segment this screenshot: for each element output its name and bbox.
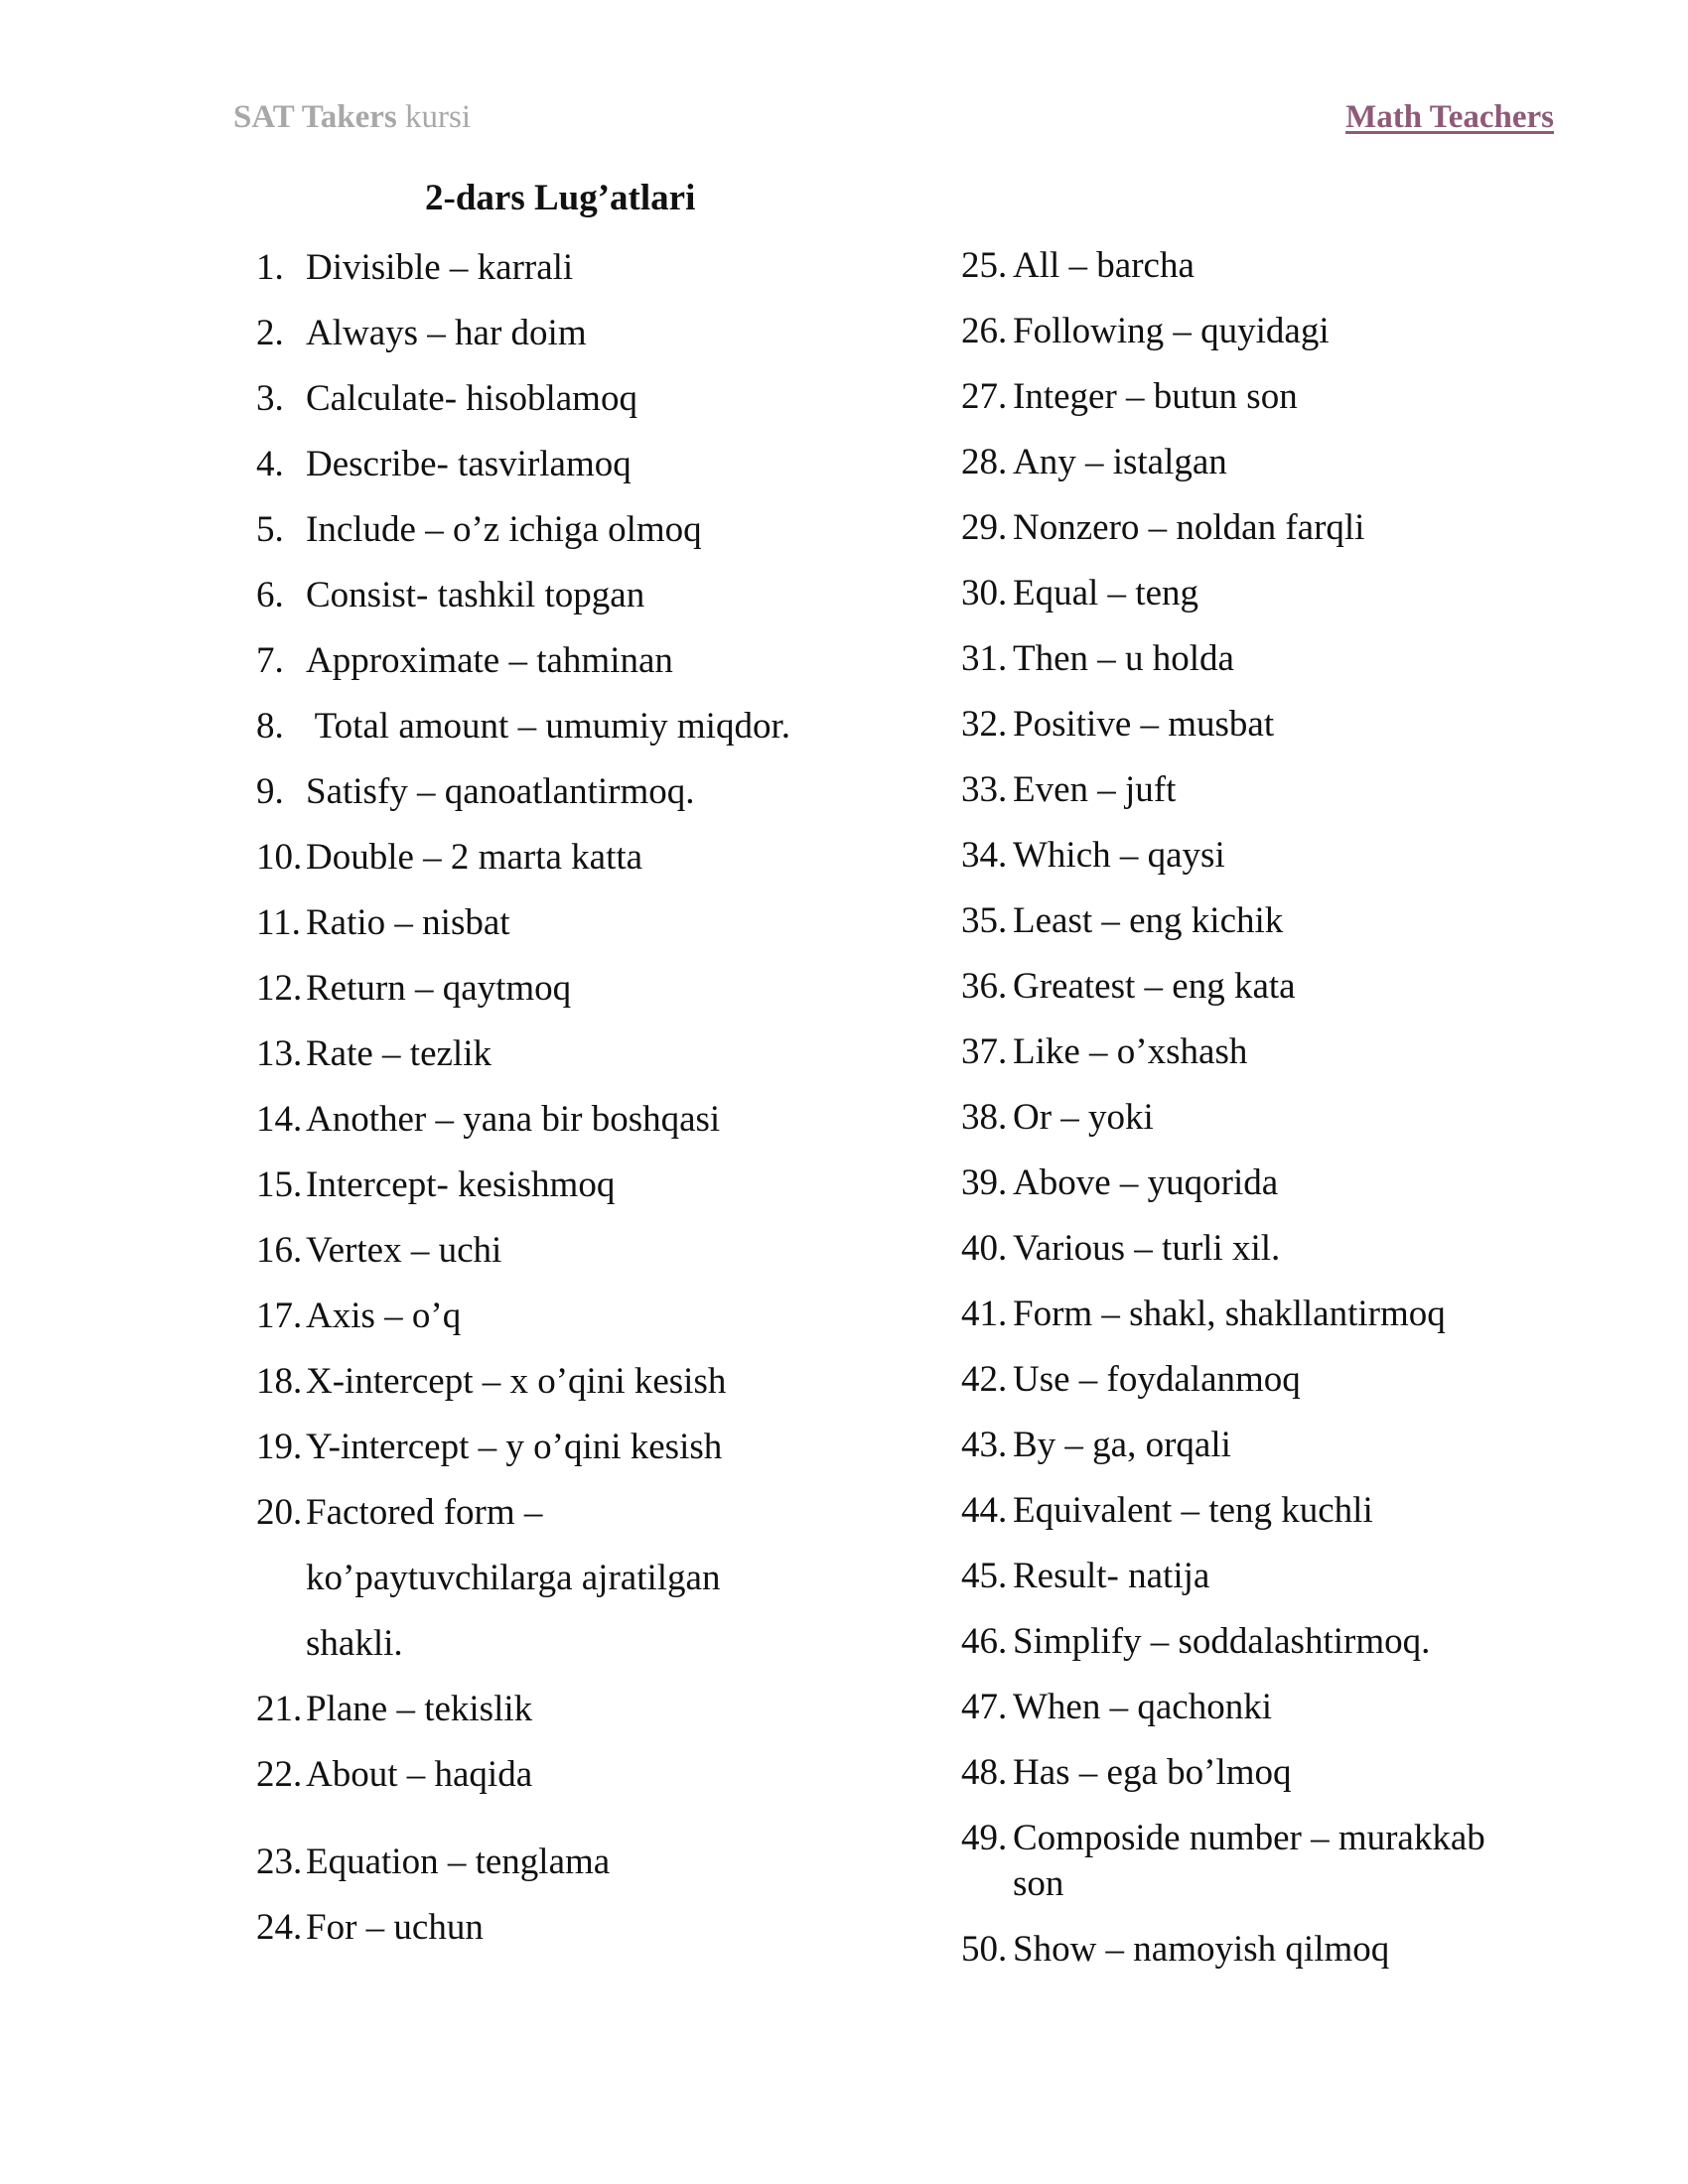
item-text: Plane – tekislik bbox=[306, 1689, 533, 1729]
item-text: By – ga, orqali bbox=[1013, 1425, 1231, 1465]
item-number: 16. bbox=[256, 1230, 303, 1271]
vocab-left-item bbox=[256, 967, 571, 1011]
vocab-left-item bbox=[256, 377, 637, 421]
item-number: 23. bbox=[256, 1842, 303, 1882]
item-text: Equivalent – teng kuchli bbox=[1013, 1490, 1373, 1531]
vocab-right-item bbox=[961, 1358, 1301, 1402]
vocab-left-item bbox=[256, 312, 587, 355]
item-text: All – barcha bbox=[1013, 245, 1195, 286]
vocab-left-item bbox=[256, 574, 644, 617]
vocab-left-item bbox=[256, 1163, 615, 1207]
item-text: Describe- tasvirlamoq bbox=[306, 444, 632, 484]
item-number: 9. bbox=[256, 771, 284, 812]
item-number: 30. bbox=[961, 573, 1008, 614]
vocab-left-item bbox=[306, 1557, 720, 1600]
vocab-left-item bbox=[256, 1229, 501, 1273]
item-number: 25. bbox=[961, 245, 1008, 286]
item-number: 46. bbox=[961, 1621, 1008, 1662]
item-number: 50. bbox=[961, 1929, 1008, 1970]
vocab-left-item bbox=[256, 836, 642, 880]
item-text: Always – har doim bbox=[306, 313, 587, 353]
item-number: 26. bbox=[961, 311, 1008, 351]
page-title: 2-dars Lug’atlari bbox=[425, 178, 696, 218]
vocab-left-item bbox=[256, 1688, 532, 1731]
item-number: 28. bbox=[961, 442, 1008, 482]
item-text: Or – yoki bbox=[1013, 1097, 1154, 1138]
item-text: Factored form – bbox=[306, 1492, 543, 1533]
vocab-left-item bbox=[256, 1098, 720, 1142]
item-text: Even – juft bbox=[1013, 769, 1177, 810]
item-number: 20. bbox=[256, 1492, 303, 1533]
vocab-right-item bbox=[961, 441, 1227, 484]
vocab-right-item bbox=[961, 637, 1234, 681]
math-teachers-link[interactable]: Math Teachers bbox=[1345, 99, 1554, 135]
vocab-right-item bbox=[961, 572, 1198, 615]
item-text: Following – quyidagi bbox=[1013, 311, 1330, 351]
vocab-left-item bbox=[256, 901, 510, 945]
item-number: 33. bbox=[961, 769, 1008, 810]
vocab-right-item bbox=[961, 310, 1330, 353]
vocab-right-item bbox=[961, 1096, 1154, 1140]
vocab-right-item bbox=[961, 506, 1364, 550]
item-number: 34. bbox=[961, 835, 1008, 876]
vocab-right-item bbox=[961, 768, 1176, 812]
item-number: 10. bbox=[256, 837, 303, 878]
vocab-right-item bbox=[961, 1751, 1292, 1795]
item-text: Approximate – tahminan bbox=[306, 640, 673, 681]
vocab-left-item bbox=[256, 1295, 461, 1338]
item-text: Equal – teng bbox=[1013, 573, 1199, 614]
item-number: 37. bbox=[961, 1031, 1008, 1072]
item-number: 18. bbox=[256, 1361, 303, 1402]
item-text: shakli. bbox=[306, 1623, 403, 1664]
item-text: Result- natija bbox=[1013, 1556, 1210, 1596]
item-number: 24. bbox=[256, 1907, 303, 1948]
vocab-right-item bbox=[961, 375, 1298, 419]
vocab-right-item bbox=[961, 1489, 1373, 1533]
vocab-right-item bbox=[961, 965, 1296, 1009]
vocab-left-item bbox=[256, 1032, 492, 1076]
vocab-left-item bbox=[256, 443, 632, 486]
item-number: 36. bbox=[961, 966, 1008, 1007]
item-text: Satisfy – qanoatlantirmoq. bbox=[306, 771, 695, 812]
item-text: Least – eng kichik bbox=[1013, 900, 1284, 941]
item-text: son bbox=[1013, 1863, 1064, 1904]
item-text: Positive – musbat bbox=[1013, 704, 1275, 745]
item-text: Vertex – uchi bbox=[306, 1230, 502, 1271]
vocab-left-item bbox=[256, 705, 790, 749]
item-number: 15. bbox=[256, 1164, 303, 1205]
item-number: 39. bbox=[961, 1162, 1008, 1203]
vocab-left-item bbox=[256, 639, 673, 683]
item-text: Then – u holda bbox=[1013, 638, 1234, 679]
item-number: 31. bbox=[961, 638, 1008, 679]
item-number: 45. bbox=[961, 1556, 1008, 1596]
item-text: Has – ega bo’lmoq bbox=[1013, 1752, 1292, 1793]
course-header bbox=[233, 99, 471, 136]
course-suffix: kursi bbox=[405, 99, 472, 135]
item-number: 14. bbox=[256, 1099, 303, 1140]
item-number: 35. bbox=[961, 900, 1008, 941]
item-number: 12. bbox=[256, 968, 303, 1009]
item-text: Composide number – murakkab bbox=[1013, 1818, 1485, 1858]
item-number: 48. bbox=[961, 1752, 1008, 1793]
item-number: 7. bbox=[256, 640, 284, 681]
item-text: Integer – butun son bbox=[1013, 376, 1298, 417]
item-number: 8. bbox=[256, 706, 284, 747]
item-text: Total amount – umumiy miqdor. bbox=[306, 706, 790, 747]
item-text: ko’paytuvchilarga ajratilgan bbox=[306, 1558, 721, 1598]
item-number: 4. bbox=[256, 444, 284, 484]
item-text: Show – namoyish qilmoq bbox=[1013, 1929, 1390, 1970]
course-brand: SAT Takers bbox=[233, 99, 397, 135]
item-number: 47. bbox=[961, 1687, 1008, 1727]
item-number: 19. bbox=[256, 1427, 303, 1467]
item-number: 1. bbox=[256, 247, 284, 288]
item-text: Y-intercept – y o’qini kesish bbox=[306, 1427, 723, 1467]
item-text: X-intercept – x o’qini kesish bbox=[306, 1361, 727, 1402]
vocab-left-item bbox=[256, 508, 702, 552]
vocab-left-item bbox=[256, 1491, 542, 1535]
item-number: 17. bbox=[256, 1296, 303, 1336]
item-text: Rate – tezlik bbox=[306, 1033, 492, 1074]
item-text: Include – o’z ichiga olmoq bbox=[306, 509, 702, 550]
vocab-right-item bbox=[961, 1686, 1272, 1729]
vocab-left-item bbox=[256, 246, 573, 290]
item-number: 22. bbox=[256, 1754, 303, 1795]
vocab-left-item bbox=[256, 1906, 484, 1950]
item-text: Intercept- kesishmoq bbox=[306, 1164, 616, 1205]
vocab-right-item bbox=[961, 703, 1274, 747]
item-text: Simplify – soddalashtirmoq. bbox=[1013, 1621, 1431, 1662]
item-text: Double – 2 marta katta bbox=[306, 837, 643, 878]
item-text: Equation – tenglama bbox=[306, 1842, 611, 1882]
item-number: 43. bbox=[961, 1425, 1008, 1465]
item-number: 27. bbox=[961, 376, 1008, 417]
item-number: 44. bbox=[961, 1490, 1008, 1531]
vocab-right-item bbox=[961, 1424, 1231, 1467]
item-text: Which – qaysi bbox=[1013, 835, 1225, 876]
item-text: Like – o’xshash bbox=[1013, 1031, 1248, 1072]
item-text: Nonzero – noldan farqli bbox=[1013, 507, 1365, 548]
item-text: Axis – o’q bbox=[306, 1296, 462, 1336]
item-number: 41. bbox=[961, 1294, 1008, 1334]
item-text: Another – yana bir boshqasi bbox=[306, 1099, 721, 1140]
item-text: About – haqida bbox=[306, 1754, 533, 1795]
item-number: 21. bbox=[256, 1689, 303, 1729]
item-number: 5. bbox=[256, 509, 284, 550]
item-number: 6. bbox=[256, 575, 284, 615]
vocab-right-item bbox=[961, 1227, 1280, 1271]
vocab-left-item bbox=[306, 1622, 403, 1666]
item-number: 49. bbox=[961, 1818, 1008, 1858]
vocab-right-item bbox=[961, 1030, 1247, 1074]
vocab-left-item bbox=[256, 1841, 610, 1884]
item-text: Calculate- hisoblamoq bbox=[306, 378, 637, 419]
item-text: Divisible – karrali bbox=[306, 247, 574, 288]
item-number: 29. bbox=[961, 507, 1008, 548]
vocab-left-item bbox=[256, 1753, 532, 1797]
item-text: Use – foydalanmoq bbox=[1013, 1359, 1301, 1400]
item-text: Various – turli xil. bbox=[1013, 1228, 1281, 1269]
item-text: Return – qaytmoq bbox=[306, 968, 572, 1009]
item-text: Consist- tashkil topgan bbox=[306, 575, 645, 615]
vocab-right-item bbox=[1013, 1862, 1063, 1906]
item-text: Any – istalgan bbox=[1013, 442, 1227, 482]
vocab-right-item bbox=[961, 1817, 1485, 1860]
vocab-right-item bbox=[961, 244, 1195, 288]
item-number: 32. bbox=[961, 704, 1008, 745]
item-number: 3. bbox=[256, 378, 284, 419]
item-number: 2. bbox=[256, 313, 284, 353]
vocab-left-item bbox=[256, 1426, 722, 1469]
vocab-right-item bbox=[961, 1620, 1430, 1664]
item-text: When – qachonki bbox=[1013, 1687, 1272, 1727]
vocab-right-item bbox=[961, 899, 1283, 943]
vocab-left-item bbox=[256, 1360, 726, 1404]
vocab-left-item bbox=[256, 770, 695, 814]
item-number: 40. bbox=[961, 1228, 1008, 1269]
vocab-right-item bbox=[961, 834, 1225, 878]
item-number: 42. bbox=[961, 1359, 1008, 1400]
item-text: Above – yuqorida bbox=[1013, 1162, 1279, 1203]
vocab-right-item bbox=[961, 1293, 1446, 1336]
item-text: Ratio – nisbat bbox=[306, 902, 510, 943]
item-text: For – uchun bbox=[306, 1907, 484, 1948]
vocab-right-item bbox=[961, 1555, 1209, 1598]
item-number: 13. bbox=[256, 1033, 303, 1074]
item-text: Greatest – eng kata bbox=[1013, 966, 1296, 1007]
vocab-right-item bbox=[961, 1928, 1389, 1972]
item-number: 38. bbox=[961, 1097, 1008, 1138]
vocab-right-item bbox=[961, 1161, 1278, 1205]
item-number: 11. bbox=[256, 902, 301, 943]
item-text: Form – shakl, shakllantirmoq bbox=[1013, 1294, 1446, 1334]
